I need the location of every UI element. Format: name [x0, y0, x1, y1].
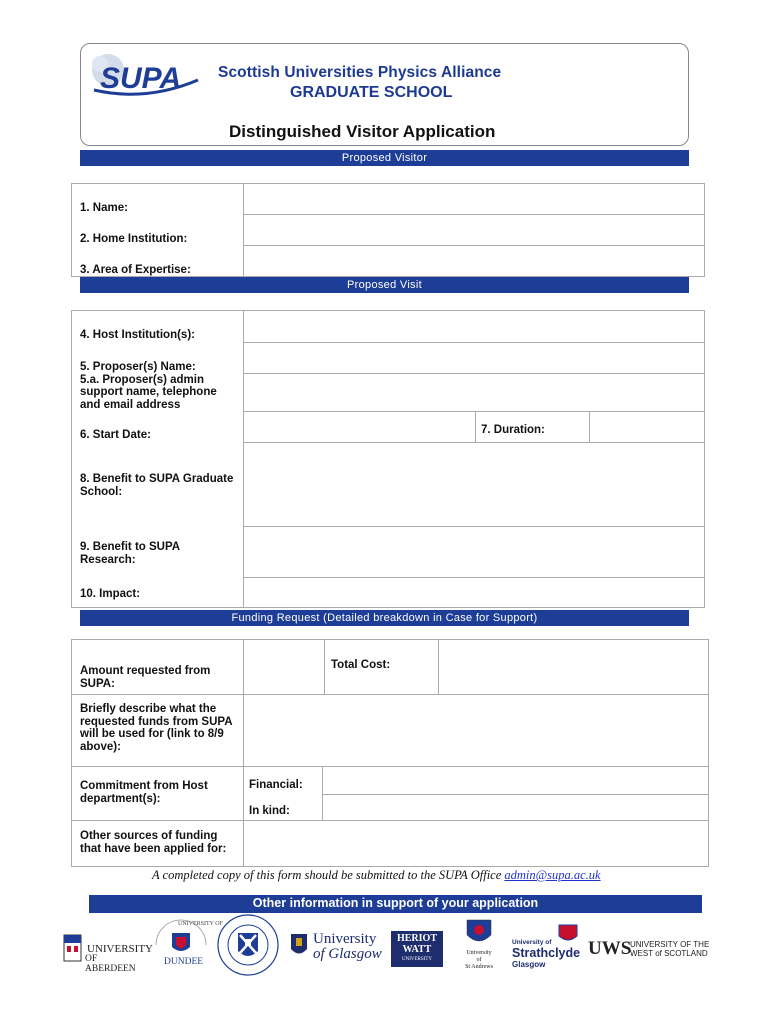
org-name: Scottish Universities Physics Alliance [218, 64, 502, 81]
visit-table-divider [243, 310, 244, 608]
proposer-name-field[interactable] [246, 345, 702, 371]
form-title: Distinguished Visitor Application [229, 122, 496, 141]
amount-line-2: SUPA: [80, 677, 115, 690]
aberdeen-crest-icon [63, 934, 83, 964]
dundee-wordmark: DUNDEE [164, 957, 204, 967]
heriot-line-1: HERIOT [396, 933, 437, 944]
describe-line-3: will be used for (link to 8/9 [80, 728, 224, 740]
school-name: GRADUATE SCHOOL [290, 84, 453, 101]
area-of-expertise-label: 3. Area of Expertise: [80, 264, 191, 276]
duration-divider [589, 411, 590, 442]
visit-row-divider-1 [243, 342, 705, 343]
edinburgh-logo [216, 913, 280, 977]
name-field[interactable] [246, 186, 702, 212]
describe-line-4: above): [80, 740, 121, 753]
submission-note [152, 868, 601, 883]
impact-label: 10. Impact: [80, 588, 141, 600]
uws-logo [588, 938, 712, 962]
total-cost-field[interactable] [441, 642, 706, 692]
funding-row-divider-3 [71, 820, 709, 821]
name-label: 1. Name: [80, 202, 128, 214]
section-bar-proposed-visit: Proposed Visit [80, 277, 689, 293]
benefit-research-label [80, 541, 180, 566]
uws-line-3: WEST of SCOTLAND [630, 949, 708, 958]
strathclyde-line-1: University of [512, 939, 552, 946]
commitment-label [80, 780, 208, 805]
glasgow-line-1: University [313, 931, 377, 947]
home-institution-field[interactable] [246, 217, 702, 243]
describe-funds-field[interactable] [246, 697, 706, 764]
visitor-table-divider [243, 183, 244, 277]
total-cost-label: Total Cost: [331, 659, 391, 671]
aberdeen-logo [63, 934, 153, 974]
proposer-admin-line-1: 5.a. Proposer(s) admin [80, 373, 204, 386]
start-date-field[interactable] [246, 414, 473, 440]
benefit-school-line-1: 8. Benefit to SUPA Graduate [80, 473, 234, 485]
visit-row-divider-5 [243, 526, 705, 527]
aberdeen-line-1: UNIVERSITY [87, 943, 153, 955]
proposer-admin-field[interactable] [246, 376, 702, 409]
benefit-school-label [80, 473, 233, 498]
strathclyde-crest-icon [558, 924, 578, 944]
funding-row-divider-1 [71, 694, 709, 695]
heriot-watt-logo [391, 931, 443, 967]
visitor-row-divider-2 [243, 245, 705, 246]
amount-line-1: Amount requested from [80, 665, 211, 677]
supa-email-link[interactable]: admin@supa.ac.uk [504, 868, 601, 882]
other-sources-field[interactable] [246, 823, 706, 865]
visit-row-divider-4 [243, 442, 705, 443]
describe-line-2: requested funds from SUPA [80, 715, 233, 728]
area-of-expertise-field[interactable] [246, 248, 702, 274]
funding-row-divider-2 [71, 766, 709, 767]
in-kind-label: In kind: [249, 805, 290, 817]
commitment-divider [322, 766, 323, 820]
visitor-row-divider-1 [243, 214, 705, 215]
funding-table-divider [243, 639, 244, 867]
heriot-line-3: UNIVERSITY [402, 957, 432, 962]
visit-row-divider-3 [243, 411, 705, 412]
describe-funds-label [80, 703, 233, 753]
home-institution-label: 2. Home Institution: [80, 233, 188, 245]
commitment-line-1: Commitment from Host [80, 780, 208, 792]
section-bar-funding-request: Funding Request (Detailed breakdown in Case for Support) [80, 610, 689, 626]
amount-requested-field[interactable] [246, 642, 322, 692]
host-institution-label: 4. Host Institution(s): [80, 329, 195, 341]
glasgow-crest-icon [290, 933, 308, 959]
proposer-admin-line-3: and email address [80, 398, 181, 411]
proposer-admin-line-2: support name, telephone [80, 386, 217, 398]
glasgow-logo [290, 930, 382, 966]
st-andrews-crest-icon [466, 919, 492, 947]
heriot-line-2: WATT [402, 944, 432, 955]
commitment-row-divider [322, 794, 709, 795]
proposer-name-label [80, 361, 217, 411]
total-cost-divider-1 [324, 639, 325, 694]
other-sources-label [80, 830, 226, 855]
strathclyde-line-3: Glasgow [512, 960, 546, 969]
section-bar-other-info: Other information in support of your application [89, 895, 702, 913]
edinburgh-crest-icon [216, 913, 280, 977]
other-sources-line-2: that have been applied for: [80, 842, 227, 855]
st-andrews-line-2: of [476, 957, 482, 963]
dundee-crest-icon [150, 915, 223, 959]
section-bar-proposed-visitor: Proposed Visitor [80, 150, 689, 166]
dundee-logo [150, 915, 223, 971]
benefit-school-field[interactable] [246, 445, 702, 524]
amount-requested-label [80, 665, 210, 690]
supa-logo-text: SUPA [100, 62, 182, 95]
st-andrews-logo [459, 919, 499, 977]
start-date-label: 6. Start Date: [80, 429, 151, 441]
describe-line-1: Briefly describe what the [80, 703, 217, 715]
strathclyde-line-2: Strathclyde [512, 946, 581, 960]
strathclyde-logo [512, 924, 580, 970]
supa-logo [86, 50, 204, 102]
duration-field[interactable] [592, 414, 702, 440]
aberdeen-line-2: OF ABERDEEN [85, 954, 136, 974]
duration-label: 7. Duration: [481, 424, 545, 436]
uws-wordmark: UWS [588, 938, 632, 959]
financial-label: Financial: [249, 779, 303, 791]
host-institution-field[interactable] [246, 313, 702, 340]
commitment-line-2: department(s): [80, 792, 161, 805]
total-cost-divider-2 [438, 639, 439, 694]
st-andrews-line-3: St Andrews [465, 964, 493, 970]
benefit-research-line-2: Research: [80, 553, 136, 566]
visit-row-divider-6 [243, 577, 705, 578]
visit-row-divider-2 [243, 373, 705, 374]
financial-field[interactable] [325, 769, 706, 792]
glasgow-line-2: of Glasgow [313, 946, 382, 962]
benefit-research-field[interactable] [246, 529, 702, 575]
uws-line-2: UNIVERSITY OF THE [630, 940, 710, 949]
st-andrews-line-1: University [466, 950, 492, 956]
proposer-name-line: 5. Proposer(s) Name: [80, 361, 196, 373]
impact-field[interactable] [246, 580, 702, 606]
benefit-research-line-1: 9. Benefit to SUPA [80, 541, 181, 553]
start-date-divider [475, 411, 476, 442]
in-kind-field[interactable] [325, 797, 706, 818]
dundee-arc-text: UNIVERSITY OF [178, 921, 223, 927]
benefit-school-line-2: School: [80, 485, 123, 498]
submission-note-text: A completed copy of this form should be submitted to the SUPA Office [152, 868, 505, 882]
other-sources-line-1: Other sources of funding [80, 830, 218, 842]
